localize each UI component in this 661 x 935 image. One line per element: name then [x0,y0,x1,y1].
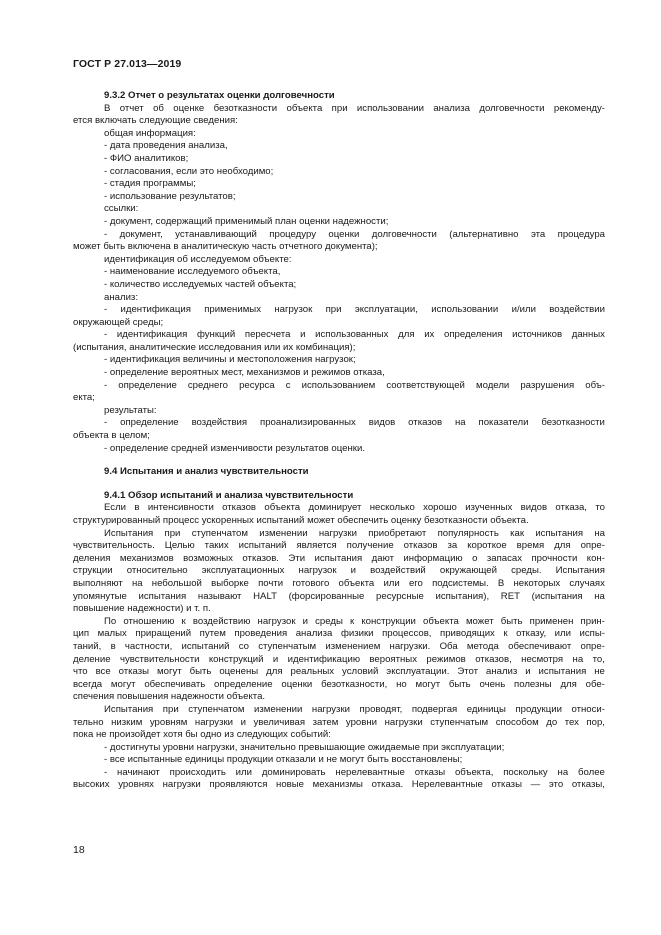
text-line: общая информация: [104,127,196,139]
document-body [73,90,605,792]
text-line: - определение средней изменчивости результатов оценки. [104,442,366,454]
text-line: пока не произойдет хотя бы одно из следующих событий: [73,729,331,741]
text-line: окружающей среды; [73,316,164,328]
text-line: высоких уровнях нагрузки проявляются новые механизмы отказа. Нерелевантные отказы — это отказы, [73,779,605,791]
text-line: В отчет об оценке безотказности объекта при использовании анализа долговечности рекоменду- [104,102,605,114]
text-line: выполняют на небольшой выборке почти готового объекта или его подсистемы. В некоторых случаях [73,577,605,589]
paragraph-gap [73,455,605,466]
text-line: - дата проведения анализа, [104,140,228,152]
text-line: чувствительность. Целью таких испытаний является получение отказов за короткое время для опре- [73,540,605,552]
section-heading: 9.3.2 Отчет о результатах оценки долговечности [104,90,335,101]
text-line: - идентификация функций пересчета и использованных для их определения источников данных [104,329,605,341]
text-line: Если в интенсивности отказов объекта доминирует несколько хорошо изученных видов отказа, то [104,502,605,514]
text-line: - согласования, если это необходимо; [104,165,274,177]
text-line: идентификация об исследуемом объекте: [104,253,292,265]
text-line: деления механизмов возможных отказов. Эти испытания дают информацию о запасах прочности кон- [73,552,605,564]
paragraph-gap [73,479,605,490]
text-line: деление чувствительности конструкций и идентификацию вероятных режимов отказов, несмотря на то, [73,653,605,665]
text-line: спечения повышения надежности объекта. [73,691,266,703]
section-heading: 9.4.1 Обзор испытаний и анализа чувствительности [104,489,354,501]
text-line: всегда могут обеспечивать определение оценки безотказности, но могут быть очень полезны для обе- [73,678,605,690]
text-line: тельно низким уровням нагрузки и увеличивая затем уровни нагрузки ступенчатым способом до тех пор, [73,716,605,728]
text-line: Испытания при ступенчатом изменении нагрузки проводят, подвергая единицы продукции относи- [104,703,605,715]
text-line: анализ: [104,291,138,303]
text-line: ется включать следующие сведения: [73,115,238,127]
text-line: - использование результатов; [104,190,236,202]
text-line: - достигнуты уровни нагрузки, значительно превышающие ожидаемые при эксплуатации; [104,741,505,753]
page-number: 18 [73,844,85,856]
text-line: - идентификация величины и местоположения нагрузок; [104,354,356,366]
text-line: что все отказы могут быть оценены для реальных условий эксплуатации. Этот анализ и испытания не [73,666,605,678]
text-line: таний, в частности, испытаний со ступенчатым изменением нагрузки. Оба метода обеспечивают опре- [73,640,605,652]
text-line: струкции относительно эксплуатационных нагрузок и воздействий окружающей среды. Испытания [73,565,605,577]
text-line: - документ, устанавливающий процедуру оценки долговечности (альтернативно эта процедура [104,228,605,240]
text-line: (испытания, аналитические исследования или их комбинация); [73,341,356,353]
text-line: - определение воздействия проанализированных видов отказов на показатели безотказности [104,417,605,429]
text-line: ссылки: [104,203,139,215]
text-line: - все испытанные единицы продукции отказали и не могут быть восстановлены; [104,754,463,766]
section-heading: 9.4 Испытания и анализ чувствительности [104,466,309,478]
text-line: - стадия программы; [104,178,196,190]
text-line: - идентификация применимых нагрузок при эксплуатации, использовании и/или воздействии [104,304,605,316]
text-line: - определение вероятных мест, механизмов и режимов отказа, [104,367,385,379]
text-line: результаты: [104,404,157,416]
text-line: - документ, содержащий применимый план оценки надежности; [104,215,389,227]
text-line: цип малых приращений путем проведения анализа физики процессов, приводящих к отказу, или испы- [73,628,605,640]
text-line: упомянутые испытания называют HALT (форсированные ресурсные испытания), RET (испытания на [73,590,605,602]
text-line: - определение среднего ресурса с использованием соответствующей модели разрушения объ- [104,379,605,391]
text-line: объекта в целом; [73,430,150,442]
text-line: По отношению к воздействию нагрузок и среды к конструкции объекта может быть применен прин- [104,615,605,627]
document-code-header: ГОСТ Р 27.013—2019 [73,58,182,70]
text-line: - наименование исследуемого объекта, [104,266,281,278]
text-line: структурированный процесс ускоренных испытаний может обеспечить оценку безотказности объекта. [73,515,529,526]
text-line: екта; [73,392,95,404]
text-line: может быть включена в аналитическую часть отчетного документа); [73,241,378,253]
text-line: - количество исследуемых частей объекта; [104,278,297,290]
text-line: - начинают происходить или доминировать нерелевантные отказы объекта, поскольку на более [104,766,605,778]
text-line: повышение надежности) и т. п. [73,603,211,615]
text-line: Испытания при ступенчатом изменении нагрузки приобретают популярность как испытания на [104,527,605,539]
text-line: - ФИО аналитиков; [104,152,189,164]
